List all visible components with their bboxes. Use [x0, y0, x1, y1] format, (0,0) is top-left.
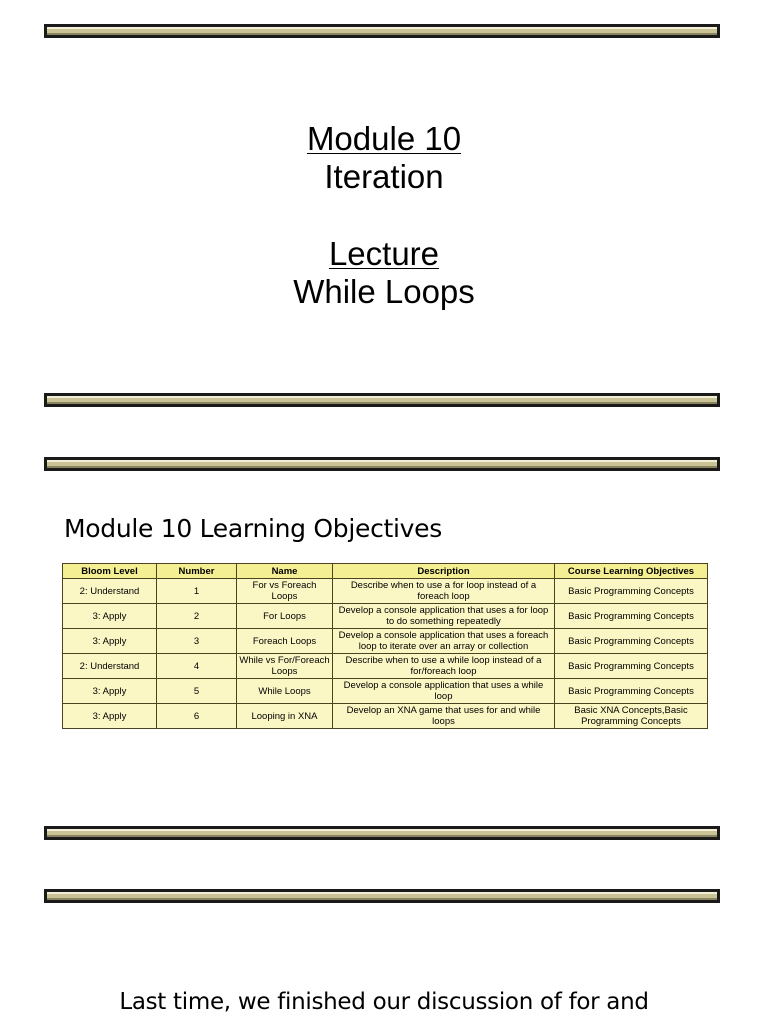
bloom-level-cell: 3: Apply [63, 704, 157, 729]
objectives-table [62, 563, 708, 729]
module-label: Module 10 [306, 120, 462, 157]
course-objectives-cell: Basic Programming Concepts [555, 654, 708, 679]
course-objectives-cell: Basic Programming Concepts [555, 679, 708, 704]
bloom-level-cell: 2: Understand [63, 654, 157, 679]
table-row [63, 629, 708, 654]
column-header: Bloom Level [63, 564, 157, 579]
module-topic: Iteration [324, 158, 444, 195]
course-objectives-cell: Basic XNA Concepts,Basic Programming Concepts [555, 704, 708, 729]
number-cell: 6 [157, 704, 237, 729]
bloom-level-cell: 2: Understand [63, 579, 157, 604]
module-title [0, 120, 768, 196]
table-row [63, 654, 708, 679]
bloom-level-cell: 3: Apply [63, 604, 157, 629]
description-cell: Develop an XNA game that uses for and while loops [333, 704, 555, 729]
lecture-topic: While Loops [293, 273, 475, 310]
name-cell: While vs For/Foreach Loops [237, 654, 333, 679]
lecture-label: Lecture [328, 235, 440, 272]
slide-divider-top [44, 24, 720, 38]
name-cell: Foreach Loops [237, 629, 333, 654]
table-row [63, 704, 708, 729]
column-header: Number [157, 564, 237, 579]
slide-divider-bottom [44, 393, 720, 407]
number-cell: 2 [157, 604, 237, 629]
number-cell: 3 [157, 629, 237, 654]
number-cell: 4 [157, 654, 237, 679]
number-cell: 5 [157, 679, 237, 704]
course-objectives-cell: Basic Programming Concepts [555, 579, 708, 604]
number-cell: 1 [157, 579, 237, 604]
description-cell: Describe when to use a for loop instead of a foreach loop [333, 579, 555, 604]
name-cell: For vs Foreach Loops [237, 579, 333, 604]
bloom-level-cell: 3: Apply [63, 679, 157, 704]
description-cell: Develop a console application that uses a for loop to do something repeatedly [333, 604, 555, 629]
objectives-heading: Module 10 Learning Objectives [64, 514, 442, 543]
slide-divider-bottom [44, 826, 720, 840]
table-row [63, 679, 708, 704]
table-row [63, 579, 708, 604]
slide-divider-top [44, 889, 720, 903]
column-header: Description [333, 564, 555, 579]
slide-body-text: Last time, we finished our discussion of for and [119, 989, 649, 1015]
name-cell: While Loops [237, 679, 333, 704]
course-objectives-cell: Basic Programming Concepts [555, 604, 708, 629]
table-row [63, 604, 708, 629]
table-header-row [63, 564, 708, 579]
bloom-level-cell: 3: Apply [63, 629, 157, 654]
name-cell: For Loops [237, 604, 333, 629]
slide-divider-top [44, 457, 720, 471]
lecture-title [0, 235, 768, 311]
description-cell: Develop a console application that uses a while loop [333, 679, 555, 704]
description-cell: Describe when to use a while loop instead of a for/foreach loop [333, 654, 555, 679]
course-objectives-cell: Basic Programming Concepts [555, 629, 708, 654]
column-header: Course Learning Objectives [555, 564, 708, 579]
name-cell: Looping in XNA [237, 704, 333, 729]
description-cell: Develop a console application that uses a foreach loop to iterate over an array or collection [333, 629, 555, 654]
column-header: Name [237, 564, 333, 579]
